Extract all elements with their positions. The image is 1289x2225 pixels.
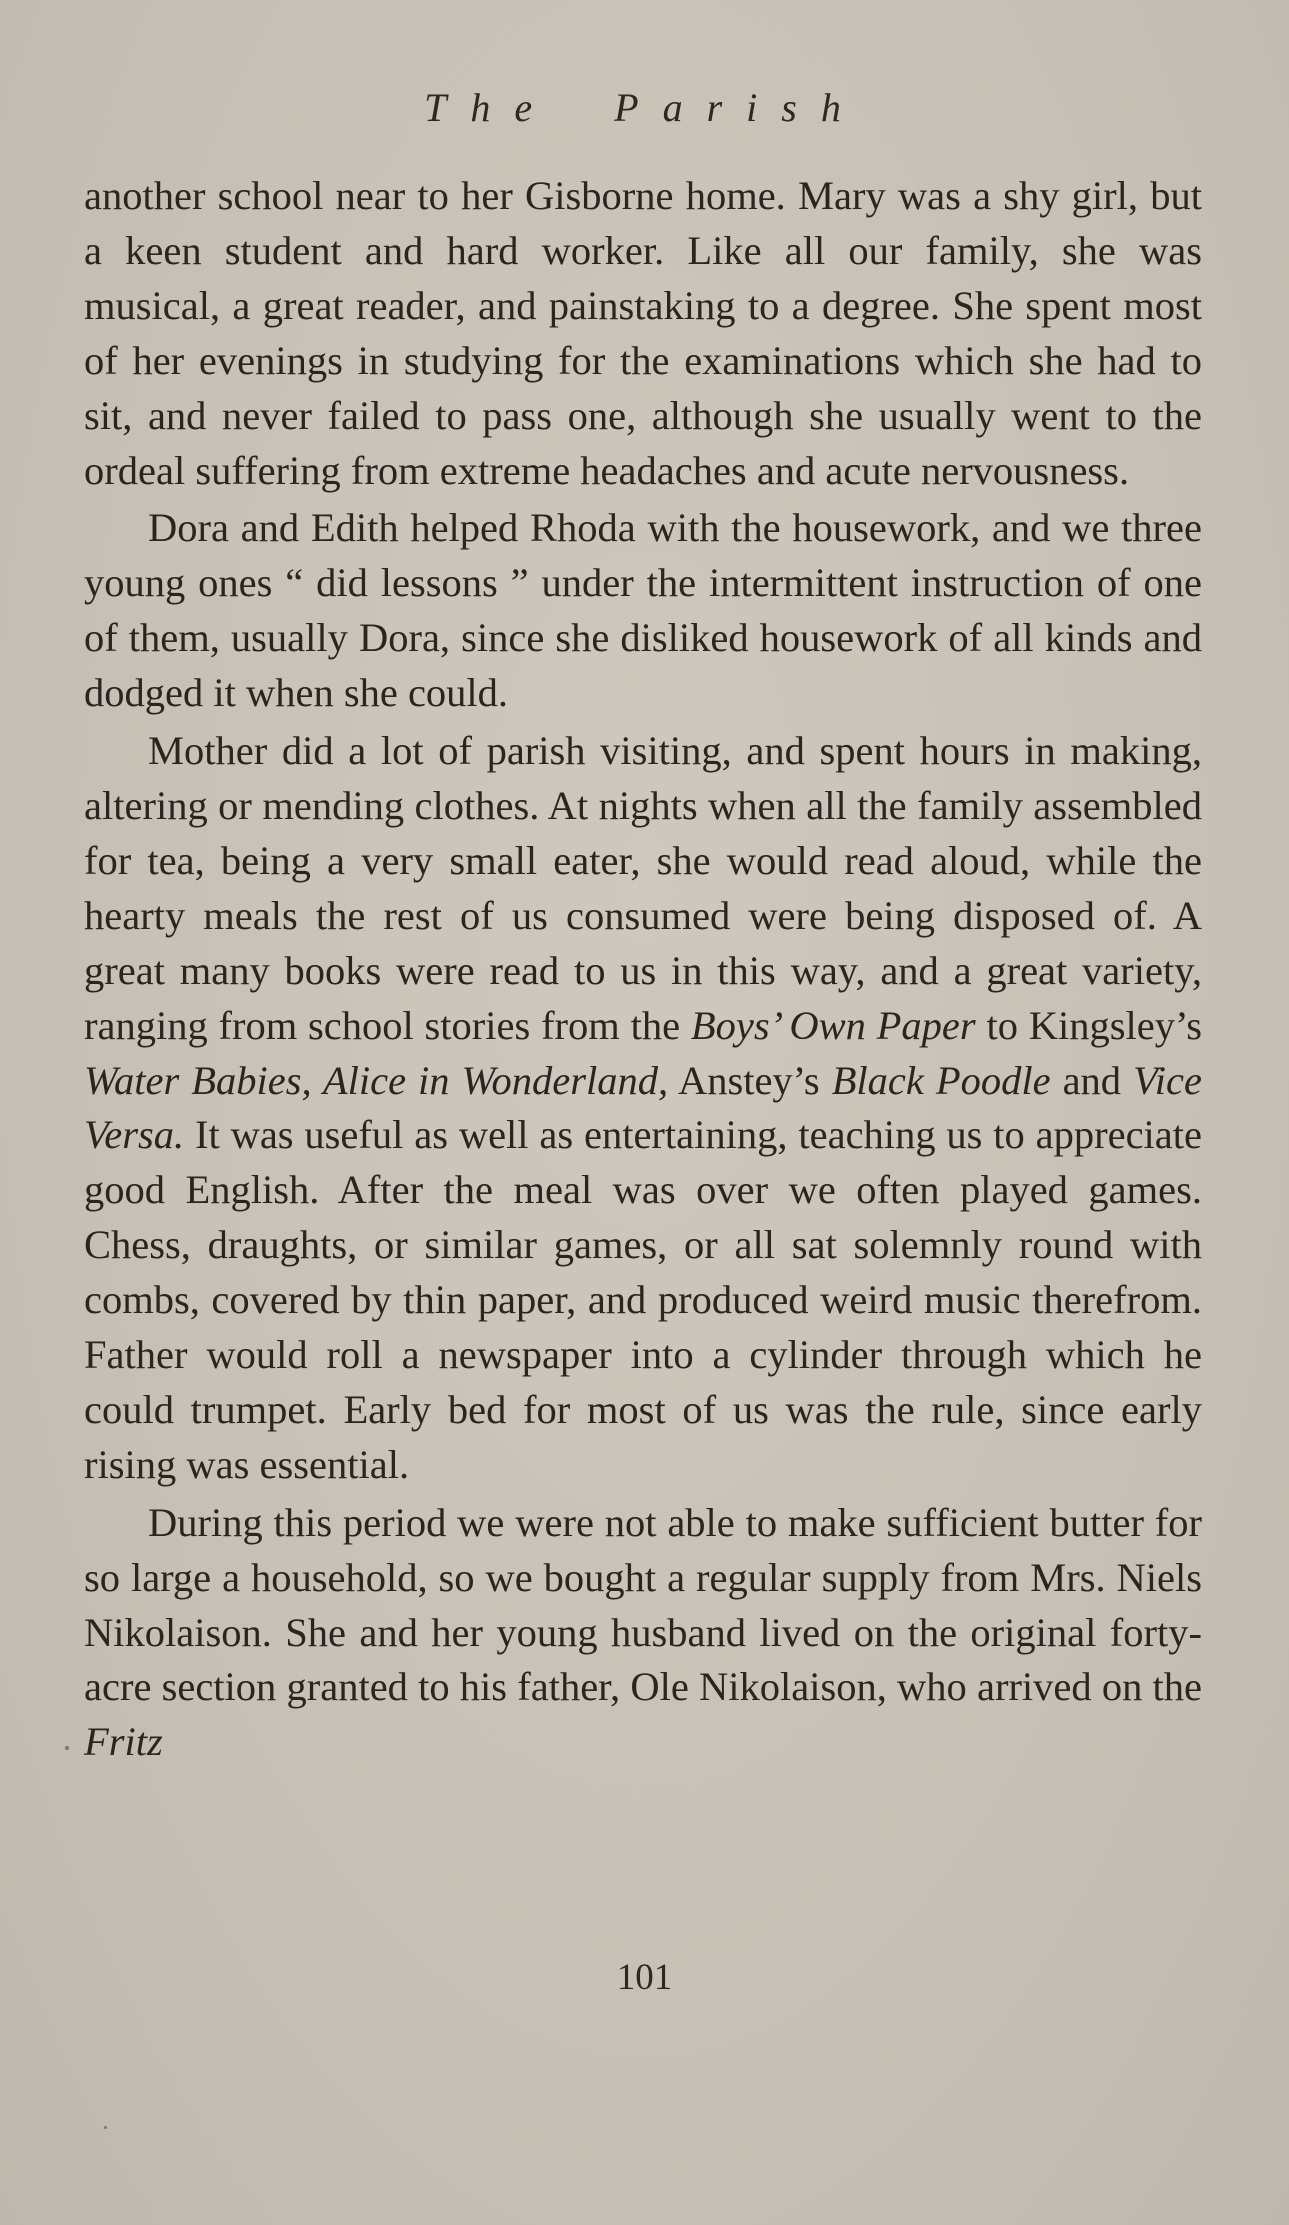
paper-speck xyxy=(65,1746,69,1750)
text-run: Dora and Edith helped Rhoda with the housework, and we three young ones “ did lessons ” under the intermittent instruction of one of them, usually Dora, since she disliked housework of all kinds and dodged it when she could. xyxy=(84,505,1202,716)
text-run: Mother did a lot of parish visiting, and spent hours in making, altering or mending clothes. At nights when all the family assembled for tea, being a very small eater, she would read aloud, while the hearty meals the rest of us consumed were being disposed of. A great many books were read to us in this way, and a great variety, ranging from school stories from the xyxy=(84,728,1202,1048)
italic-title-text: Water Babies, Alice in Wonderland, xyxy=(84,1057,669,1103)
paragraph xyxy=(84,724,1202,1493)
running-head: The Parish xyxy=(424,85,865,130)
paragraph xyxy=(84,501,1202,721)
italic-title-text: Fritz xyxy=(84,1719,163,1765)
text-run: Anstey’s xyxy=(668,1057,832,1103)
italic-title-text: Black Poodle xyxy=(831,1057,1051,1103)
paper-speck xyxy=(104,2126,107,2129)
page-number: 101 xyxy=(616,1957,673,1998)
body-text xyxy=(84,169,1202,1770)
italic-title-text: Vice Versa. xyxy=(84,1057,1202,1158)
paragraph xyxy=(84,1496,1202,1771)
italic-title-text: Boys’ Own Paper xyxy=(690,1002,976,1048)
text-run: During this period we were not able to make sufficient butter for so large a household, so we bought a regular supply from Mrs. Niels Nikolaison. She and her young husband lived on the original forty-acre section granted to his father, Ole Nikolaison, who arrived on the xyxy=(84,1499,1202,1710)
text-run: It was useful as well as entertaining, teaching us to appreciate good English. After the meal was over we often played games. Chess, draughts, or similar games, or all sat solemnly round with combs, covered by thin paper, and produced weird music therefrom. Father would roll a newspaper into a cylinder through which he could trumpet. Early bed for most of us was the rule, since early rising was essential. xyxy=(84,1112,1202,1487)
text-run: and xyxy=(1050,1057,1134,1103)
paragraph xyxy=(84,169,1202,498)
text-run: another school near to her Gisborne home. Mary was a shy girl, but a keen student and hard worker. Like all our family, she was musical, a great reader, and painstaking to a degree. She spent most of her evenings in studying for the examinations which she had to sit, and never failed to pass one, although she usually went to the ordeal suffering from extreme headaches and acute nervousness. xyxy=(84,173,1202,493)
text-run: to Kingsley’s xyxy=(975,1002,1202,1048)
